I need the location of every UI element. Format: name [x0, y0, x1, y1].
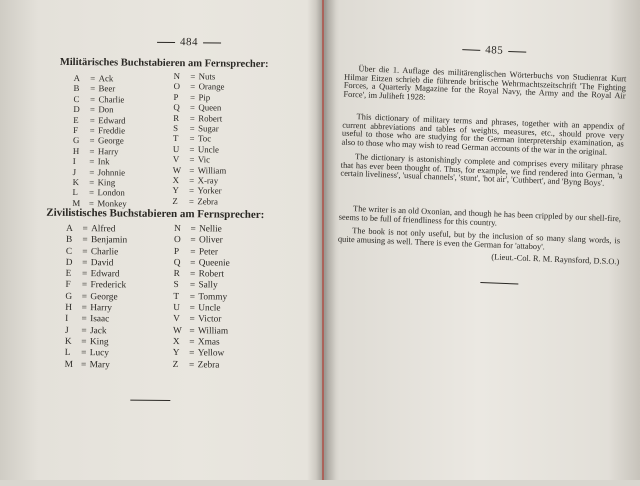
equals-sign: =	[89, 145, 95, 157]
spelling-letter: P	[173, 246, 180, 257]
spelling-letter: D	[65, 257, 73, 268]
equals-sign: =	[81, 337, 87, 348]
equals-sign: =	[89, 125, 95, 136]
right-page-number: 485	[457, 43, 531, 58]
spelling-word: Freddie	[98, 125, 126, 136]
spelling-letter: E	[65, 269, 72, 280]
spelling-letter: J	[64, 325, 69, 336]
civil-spelling-column-a-m	[65, 224, 128, 371]
review-paragraph-4: The book is not only useful, but by the inclusion of so many slang words, is quite amusing as well. There is even the German for 'attaboy'.	[337, 226, 621, 252]
spelling-row	[66, 258, 127, 270]
spelling-letter: M	[72, 197, 81, 208]
equals-sign: =	[189, 348, 195, 359]
spelling-letter: L	[72, 187, 78, 198]
spelling-row	[65, 280, 126, 292]
spelling-row	[66, 269, 127, 281]
spelling-letter: G	[65, 291, 73, 302]
spelling-word: Toc	[198, 133, 212, 144]
spelling-letter: V	[172, 154, 180, 165]
spelling-row	[173, 102, 227, 113]
spelling-letter: A	[66, 223, 73, 234]
equals-sign: =	[188, 196, 194, 207]
spelling-word: Nellie	[199, 224, 222, 235]
spelling-row	[174, 247, 230, 259]
spine-binding-edge	[322, 0, 324, 480]
spelling-word: Sugar	[198, 123, 219, 134]
spelling-letter: Z	[172, 359, 179, 370]
spelling-word: Beer	[98, 83, 116, 94]
spelling-word: George	[97, 135, 124, 146]
spelling-letter: Z	[172, 195, 178, 206]
equals-sign: =	[81, 291, 88, 302]
spelling-letter: Q	[173, 257, 181, 269]
spelling-letter: R	[173, 269, 180, 280]
equals-sign: =	[81, 359, 87, 370]
spelling-letter: J	[72, 166, 77, 177]
spelling-row	[74, 83, 128, 94]
military-spelling-heading: Militärisches Buchstabieren am Fernsprecher:	[59, 56, 269, 71]
spelling-row	[173, 133, 227, 144]
spelling-letter: U	[173, 303, 181, 314]
spelling-row	[73, 167, 127, 178]
spelling-word: Jack	[89, 325, 107, 337]
equals-sign: =	[89, 156, 95, 167]
spelling-letter: I	[72, 156, 76, 167]
military-spelling-column-a-m	[72, 73, 128, 209]
equals-sign: =	[88, 187, 95, 198]
equals-sign: =	[89, 104, 95, 115]
spelling-row	[65, 348, 126, 360]
spelling-letter: R	[173, 112, 180, 123]
equals-sign: =	[82, 246, 88, 257]
spelling-word: Ack	[98, 73, 114, 84]
spelling-row	[174, 258, 230, 270]
spelling-row	[173, 92, 227, 103]
spelling-row	[73, 146, 127, 157]
spelling-letter: N	[174, 224, 181, 235]
spelling-row	[173, 144, 227, 155]
spelling-word: Monkey	[97, 198, 127, 209]
spelling-row	[65, 326, 126, 338]
review-signature: (Lieut.-Col. R. M. Raynsford, D.S.O.)	[491, 252, 620, 267]
spelling-letter: H	[65, 302, 73, 314]
spelling-word: Sally	[198, 280, 218, 291]
spelling-letter: X	[172, 175, 180, 186]
equals-sign: =	[190, 224, 196, 235]
spelling-word: Zebra	[197, 359, 220, 371]
review-paragraph-3: The writer is an old Oxonian, and though he has been crippled by our shell-fire, seems to be full of friendliness for this country.	[338, 204, 622, 228]
spelling-word: Vic	[197, 154, 211, 165]
spelling-letter: I	[65, 314, 69, 325]
spelling-word: Benjamin	[90, 235, 128, 246]
spelling-row	[73, 115, 127, 126]
equals-sign: =	[189, 175, 195, 186]
equals-sign: =	[189, 164, 195, 175]
equals-sign: =	[89, 93, 96, 105]
right-page	[323, 0, 637, 486]
spelling-letter: K	[72, 177, 80, 188]
spelling-word: Uncle	[198, 303, 221, 314]
spelling-row	[73, 104, 127, 115]
spelling-letter: B	[65, 235, 73, 246]
spelling-word: Robert	[198, 112, 223, 124]
equals-sign: =	[89, 135, 95, 146]
equals-sign: =	[189, 112, 195, 123]
spelling-row	[173, 281, 229, 293]
spelling-word: Yellow	[197, 348, 225, 359]
equals-sign: =	[189, 291, 196, 303]
spelling-letter: M	[64, 359, 74, 370]
spelling-word: Harry	[97, 146, 119, 157]
spelling-row	[173, 113, 227, 124]
spelling-word: King	[97, 177, 116, 188]
spelling-row	[65, 314, 126, 326]
spelling-row	[172, 185, 226, 196]
spelling-letter: P	[173, 91, 179, 102]
review-intro-paragraph: Über die 1. Auflage des militärenglischen Wörterbuchs von Studienrat Kurt Hilmar Eitzen schrieb die führende britische Wehrmachtszeitschrift 'The Fighting Forces, a Quarterly Magazine for the Royal Navy, the Army and the Royal Air Force', im Juliheft 1928:	[343, 64, 627, 102]
spelling-row	[73, 125, 127, 136]
spelling-row	[74, 73, 128, 84]
spelling-word: Peter	[198, 246, 219, 258]
equals-sign: =	[190, 71, 196, 82]
spelling-letter: C	[65, 246, 73, 257]
spelling-word: William	[197, 325, 229, 337]
spelling-row	[174, 224, 230, 236]
spelling-letter: C	[73, 93, 80, 104]
spelling-row	[173, 348, 229, 360]
spelling-word: Lucy	[89, 348, 109, 359]
spelling-letter: L	[64, 348, 71, 359]
review-paragraph-1: This dictionary of military terms and phrases, together with an appendix of current abbreviations and tables of weights, measures, etc., should prove very useful to those who are studying for the German interpretership examination, as also to those who may wish to read German accounts of the war in the original.	[341, 112, 625, 157]
equals-sign: =	[190, 81, 196, 92]
spelling-letter: E	[73, 114, 79, 125]
equals-sign: =	[190, 246, 196, 257]
equals-sign: =	[81, 269, 88, 280]
review-paragraph-2: The dictionary is astonishingly complete and comprises every military phrase that has ever been thought of. Thus, for example, we find rendered into German, 'a certain liveliness', 'usual channels', 'stunt', 'hot air', 'Cuthbert', and 'Byng Boys'.	[340, 152, 624, 188]
equals-sign: =	[189, 325, 195, 336]
equals-sign: =	[190, 235, 196, 246]
spelling-word: Isaac	[90, 314, 110, 325]
spelling-word: Charlie	[98, 94, 125, 105]
equals-sign: =	[90, 73, 96, 84]
spelling-letter: T	[173, 133, 179, 144]
spelling-row	[73, 135, 127, 146]
spelling-row	[173, 154, 227, 165]
spelling-word: London	[97, 187, 125, 198]
spelling-word: Ink	[97, 156, 110, 167]
spelling-letter: F	[65, 280, 71, 291]
spelling-letter: W	[172, 164, 182, 175]
spelling-letter: K	[64, 336, 72, 347]
spelling-word: Charlie	[90, 246, 119, 258]
spelling-letter: S	[173, 280, 179, 291]
spelling-row	[174, 269, 230, 281]
spelling-word: Orange	[198, 81, 225, 92]
equals-sign: =	[189, 133, 195, 144]
spelling-word: Robert	[198, 269, 225, 280]
equals-sign: =	[189, 144, 195, 155]
spelling-row	[173, 326, 229, 338]
spelling-row	[173, 314, 229, 326]
equals-sign: =	[82, 224, 88, 235]
spelling-word: Oliver	[198, 235, 223, 246]
spelling-word: Xmas	[197, 337, 220, 348]
spelling-row	[173, 123, 227, 134]
spelling-letter: W	[172, 325, 182, 336]
equals-sign: =	[189, 359, 195, 370]
spelling-row	[172, 196, 226, 207]
spelling-word: Mary	[89, 359, 110, 370]
spelling-word: Tommy	[198, 292, 228, 303]
equals-sign: =	[189, 337, 195, 348]
spelling-letter: S	[173, 123, 179, 134]
spelling-word: X-ray	[197, 175, 219, 186]
spelling-row	[65, 303, 126, 315]
left-page-end-rule	[130, 400, 170, 401]
equals-sign: =	[90, 83, 96, 94]
equals-sign: =	[189, 269, 196, 280]
spelling-letter: D	[73, 104, 80, 115]
spelling-letter: O	[173, 81, 181, 92]
equals-sign: =	[189, 303, 195, 314]
spelling-row	[65, 292, 126, 304]
spelling-letter: Q	[173, 102, 180, 113]
spelling-letter: Y	[172, 185, 179, 196]
spelling-row	[174, 81, 228, 92]
civil-spelling-heading: Zivilistisches Buchstabieren am Fernsprecher:	[46, 206, 265, 221]
equals-sign: =	[81, 348, 87, 359]
equals-sign: =	[189, 154, 195, 165]
spelling-row	[173, 292, 229, 304]
equals-sign: =	[81, 280, 88, 291]
spelling-letter: V	[173, 314, 180, 325]
spelling-letter: B	[73, 83, 80, 94]
equals-sign: =	[89, 166, 95, 177]
spelling-word: Queen	[198, 102, 222, 113]
spelling-word: Don	[98, 104, 114, 115]
civil-spelling-column-n-z	[173, 224, 231, 371]
spelling-word: Alfred	[91, 224, 116, 235]
equals-sign: =	[88, 198, 94, 209]
spelling-word: Edward	[98, 114, 126, 126]
equals-sign: =	[189, 102, 195, 113]
spelling-row	[174, 71, 228, 82]
spelling-word: Frederick	[90, 280, 127, 292]
spelling-word: King	[89, 337, 109, 348]
left-page-number: 484	[152, 36, 226, 49]
spelling-letter: H	[72, 145, 80, 156]
equals-sign: =	[81, 325, 87, 336]
spelling-row	[73, 94, 127, 105]
spelling-word: David	[90, 258, 114, 269]
spelling-word: Edward	[90, 269, 120, 280]
equals-sign: =	[189, 280, 196, 291]
spelling-row	[173, 360, 229, 372]
equals-sign: =	[189, 123, 195, 134]
spelling-letter: Y	[172, 348, 180, 359]
equals-sign: =	[89, 177, 95, 188]
spelling-row	[173, 175, 227, 186]
equals-sign: =	[89, 114, 95, 125]
spelling-word: Uncle	[197, 144, 220, 155]
spelling-row	[73, 177, 127, 188]
equals-sign: =	[189, 314, 195, 325]
spelling-row	[174, 235, 230, 247]
spelling-row	[66, 224, 127, 236]
spelling-row	[73, 156, 127, 167]
equals-sign: =	[189, 92, 196, 103]
military-spelling-column-n-z	[172, 71, 227, 207]
spelling-row	[173, 303, 229, 315]
equals-sign: =	[81, 314, 87, 325]
spelling-word: Queenie	[198, 258, 230, 269]
equals-sign: =	[190, 258, 196, 269]
spelling-word: Nuts	[198, 71, 216, 82]
spelling-letter: A	[73, 72, 81, 84]
left-page	[19, 0, 320, 482]
spelling-row	[65, 359, 126, 371]
spelling-row	[72, 187, 126, 198]
equals-sign: =	[81, 303, 87, 314]
spelling-word: Victor	[198, 314, 222, 325]
spelling-letter: T	[173, 291, 180, 302]
spelling-row	[66, 235, 127, 247]
spelling-row	[66, 247, 127, 259]
spelling-word: Pip	[198, 92, 211, 103]
spelling-row	[173, 337, 229, 349]
spelling-letter: X	[172, 337, 180, 348]
spelling-letter: U	[172, 143, 180, 154]
spelling-letter: F	[73, 125, 79, 136]
spelling-word: Johnnie	[97, 166, 126, 178]
spelling-row	[65, 337, 126, 349]
spelling-word: Harry	[90, 303, 113, 314]
right-page-end-rule	[480, 282, 518, 284]
spelling-word: George	[90, 291, 118, 303]
equals-sign: =	[82, 235, 88, 246]
spelling-word: Yorker	[197, 185, 222, 197]
equals-sign: =	[188, 185, 195, 196]
spelling-word: William	[197, 164, 227, 176]
spelling-word: Zebra	[197, 196, 218, 207]
spelling-row	[173, 165, 227, 176]
equals-sign: =	[82, 257, 88, 269]
spelling-letter: O	[173, 235, 181, 246]
spelling-letter: N	[173, 71, 181, 82]
spelling-letter: G	[72, 135, 80, 146]
